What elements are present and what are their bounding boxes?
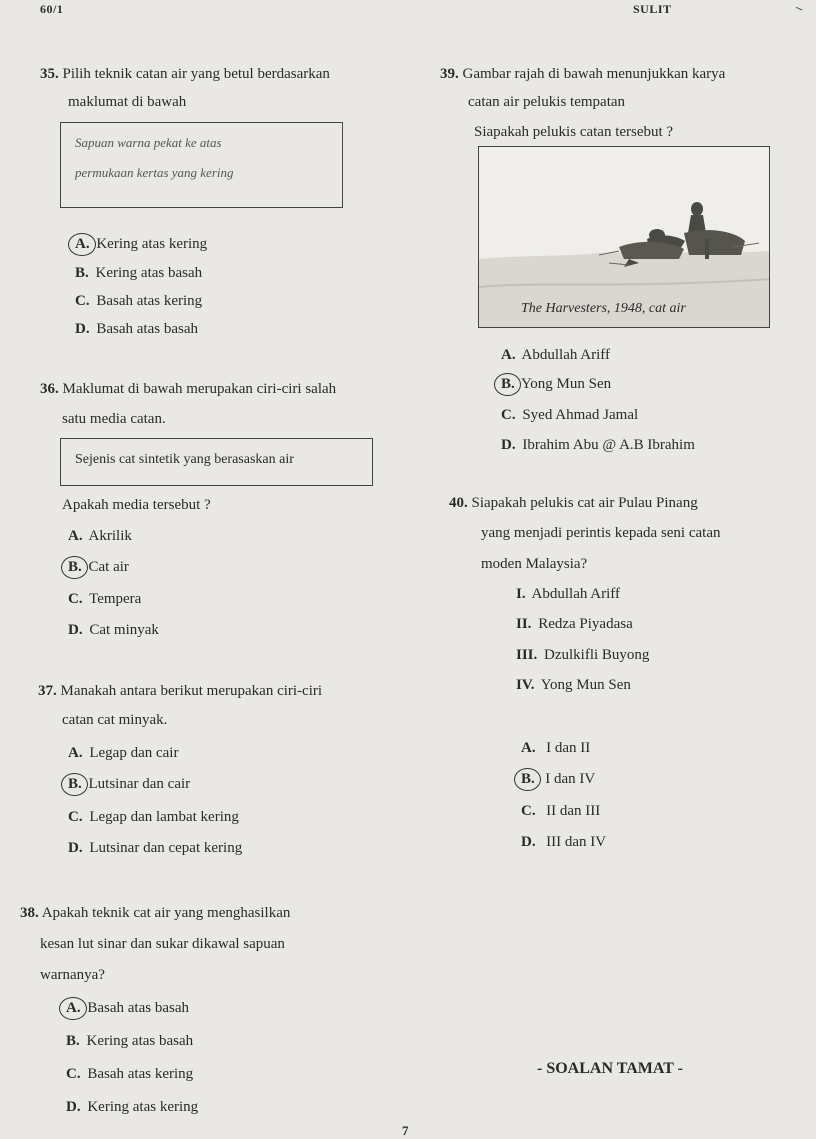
q36-option-a[interactable]: A. Akrilik — [68, 528, 132, 544]
q40-item-3: III. Dzulkifli Buyong — [516, 647, 650, 663]
q40-option-a[interactable]: A. I dan II — [521, 740, 591, 756]
q35-option-a[interactable]: A. Kering atas kering — [75, 236, 208, 252]
end-of-questions-label: - SOALAN TAMAT - — [537, 1060, 683, 1077]
q40-option-b[interactable]: B. I dan IV — [521, 771, 596, 787]
q40-item-1: I. Abdullah Ariff — [516, 586, 620, 602]
q36-question: Apakah media tersebut ? — [62, 497, 211, 513]
q36-stem-line1: 36. Maklumat di bawah merupakan ciri-ciri salah — [40, 381, 337, 397]
q36-option-b[interactable]: B. Cat air — [68, 559, 129, 575]
q37-option-a[interactable]: A. Legap dan cair — [68, 745, 179, 761]
q35-box-line2: permukaan kertas yang kering — [75, 165, 234, 180]
q40-stem-line3: moden Malaysia? — [481, 556, 588, 572]
q35-stem-line1: 35. Pilih teknik catan air yang betul berdasarkan — [40, 66, 330, 82]
painting-caption: The Harvesters, 1948, cat air — [521, 301, 686, 316]
q39-stem-line1: 39. Gambar rajah di bawah menunjukkan karya — [440, 66, 726, 82]
q40-item-4: IV. Yong Mun Sen — [516, 677, 631, 693]
q38-stem-line3: warnanya? — [40, 967, 105, 983]
page-number: 7 — [402, 1123, 409, 1138]
q37-option-c[interactable]: C. Legap dan lambat kering — [68, 809, 239, 825]
q38-option-d[interactable]: D. Kering atas kering — [66, 1099, 199, 1115]
q39-option-c[interactable]: C. Syed Ahmad Jamal — [501, 407, 639, 423]
q38-stem-line2: kesan lut sinar dan sukar dikawal sapuan — [40, 936, 285, 952]
q40-option-d[interactable]: D. III dan IV — [521, 834, 607, 850]
q40-stem-line1: 40. Siapakah pelukis cat air Pulau Pinang — [449, 495, 698, 511]
q39-stem-line3: Siapakah pelukis catan tersebut ? — [474, 124, 674, 140]
q35-stem-line2: maklumat di bawah — [68, 94, 187, 110]
q36-box-text: Sejenis cat sintetik yang berasaskan air — [75, 452, 294, 467]
q36-stem-line2: satu media catan. — [62, 411, 166, 427]
q38-option-a[interactable]: A. Basah atas basah — [66, 1000, 189, 1016]
page-code: 60/1 — [40, 2, 64, 16]
q37-stem-line2: catan cat minyak. — [62, 712, 168, 728]
painting-figure — [478, 146, 770, 328]
q39-option-a[interactable]: A. Abdullah Ariff — [501, 347, 610, 363]
corner-mark — [794, 7, 802, 14]
q37-option-d[interactable]: D. Lutsinar dan cepat kering — [68, 840, 243, 856]
q40-stem-line2: yang menjadi perintis kepada seni catan — [481, 525, 721, 541]
q37-option-b[interactable]: B. Lutsinar dan cair — [68, 776, 191, 792]
q36-option-d[interactable]: D. Cat minyak — [68, 622, 159, 638]
q35-box-line1: Sapuan warna pekat ke atas — [75, 135, 222, 150]
q38-option-b[interactable]: B. Kering atas basah — [66, 1033, 194, 1049]
q36-option-c[interactable]: C. Tempera — [68, 591, 142, 607]
q38-stem-line1: 38. Apakah teknik cat air yang menghasilkan — [20, 905, 291, 921]
q40-item-2: II. Redza Piyadasa — [516, 616, 633, 632]
q35-option-c[interactable]: C. Basah atas kering — [75, 293, 203, 309]
q37-stem-line1: 37. Manakah antara berikut merupakan ciri-ciri — [38, 683, 323, 699]
q38-option-c[interactable]: C. Basah atas kering — [66, 1066, 194, 1082]
q35-info-box — [60, 122, 343, 208]
q39-option-d[interactable]: D. Ibrahim Abu @ A.B Ibrahim — [501, 437, 695, 453]
q39-option-b[interactable]: B. Yong Mun Sen — [501, 376, 612, 392]
q35-option-d[interactable]: D. Basah atas basah — [75, 321, 198, 337]
q35-option-b[interactable]: B. Kering atas basah — [75, 265, 203, 281]
classification-label: SULIT — [633, 2, 672, 16]
q40-option-c[interactable]: C. II dan III — [521, 803, 601, 819]
q39-stem-line2: catan air pelukis tempatan — [468, 94, 626, 110]
q36-info-box — [60, 438, 373, 486]
